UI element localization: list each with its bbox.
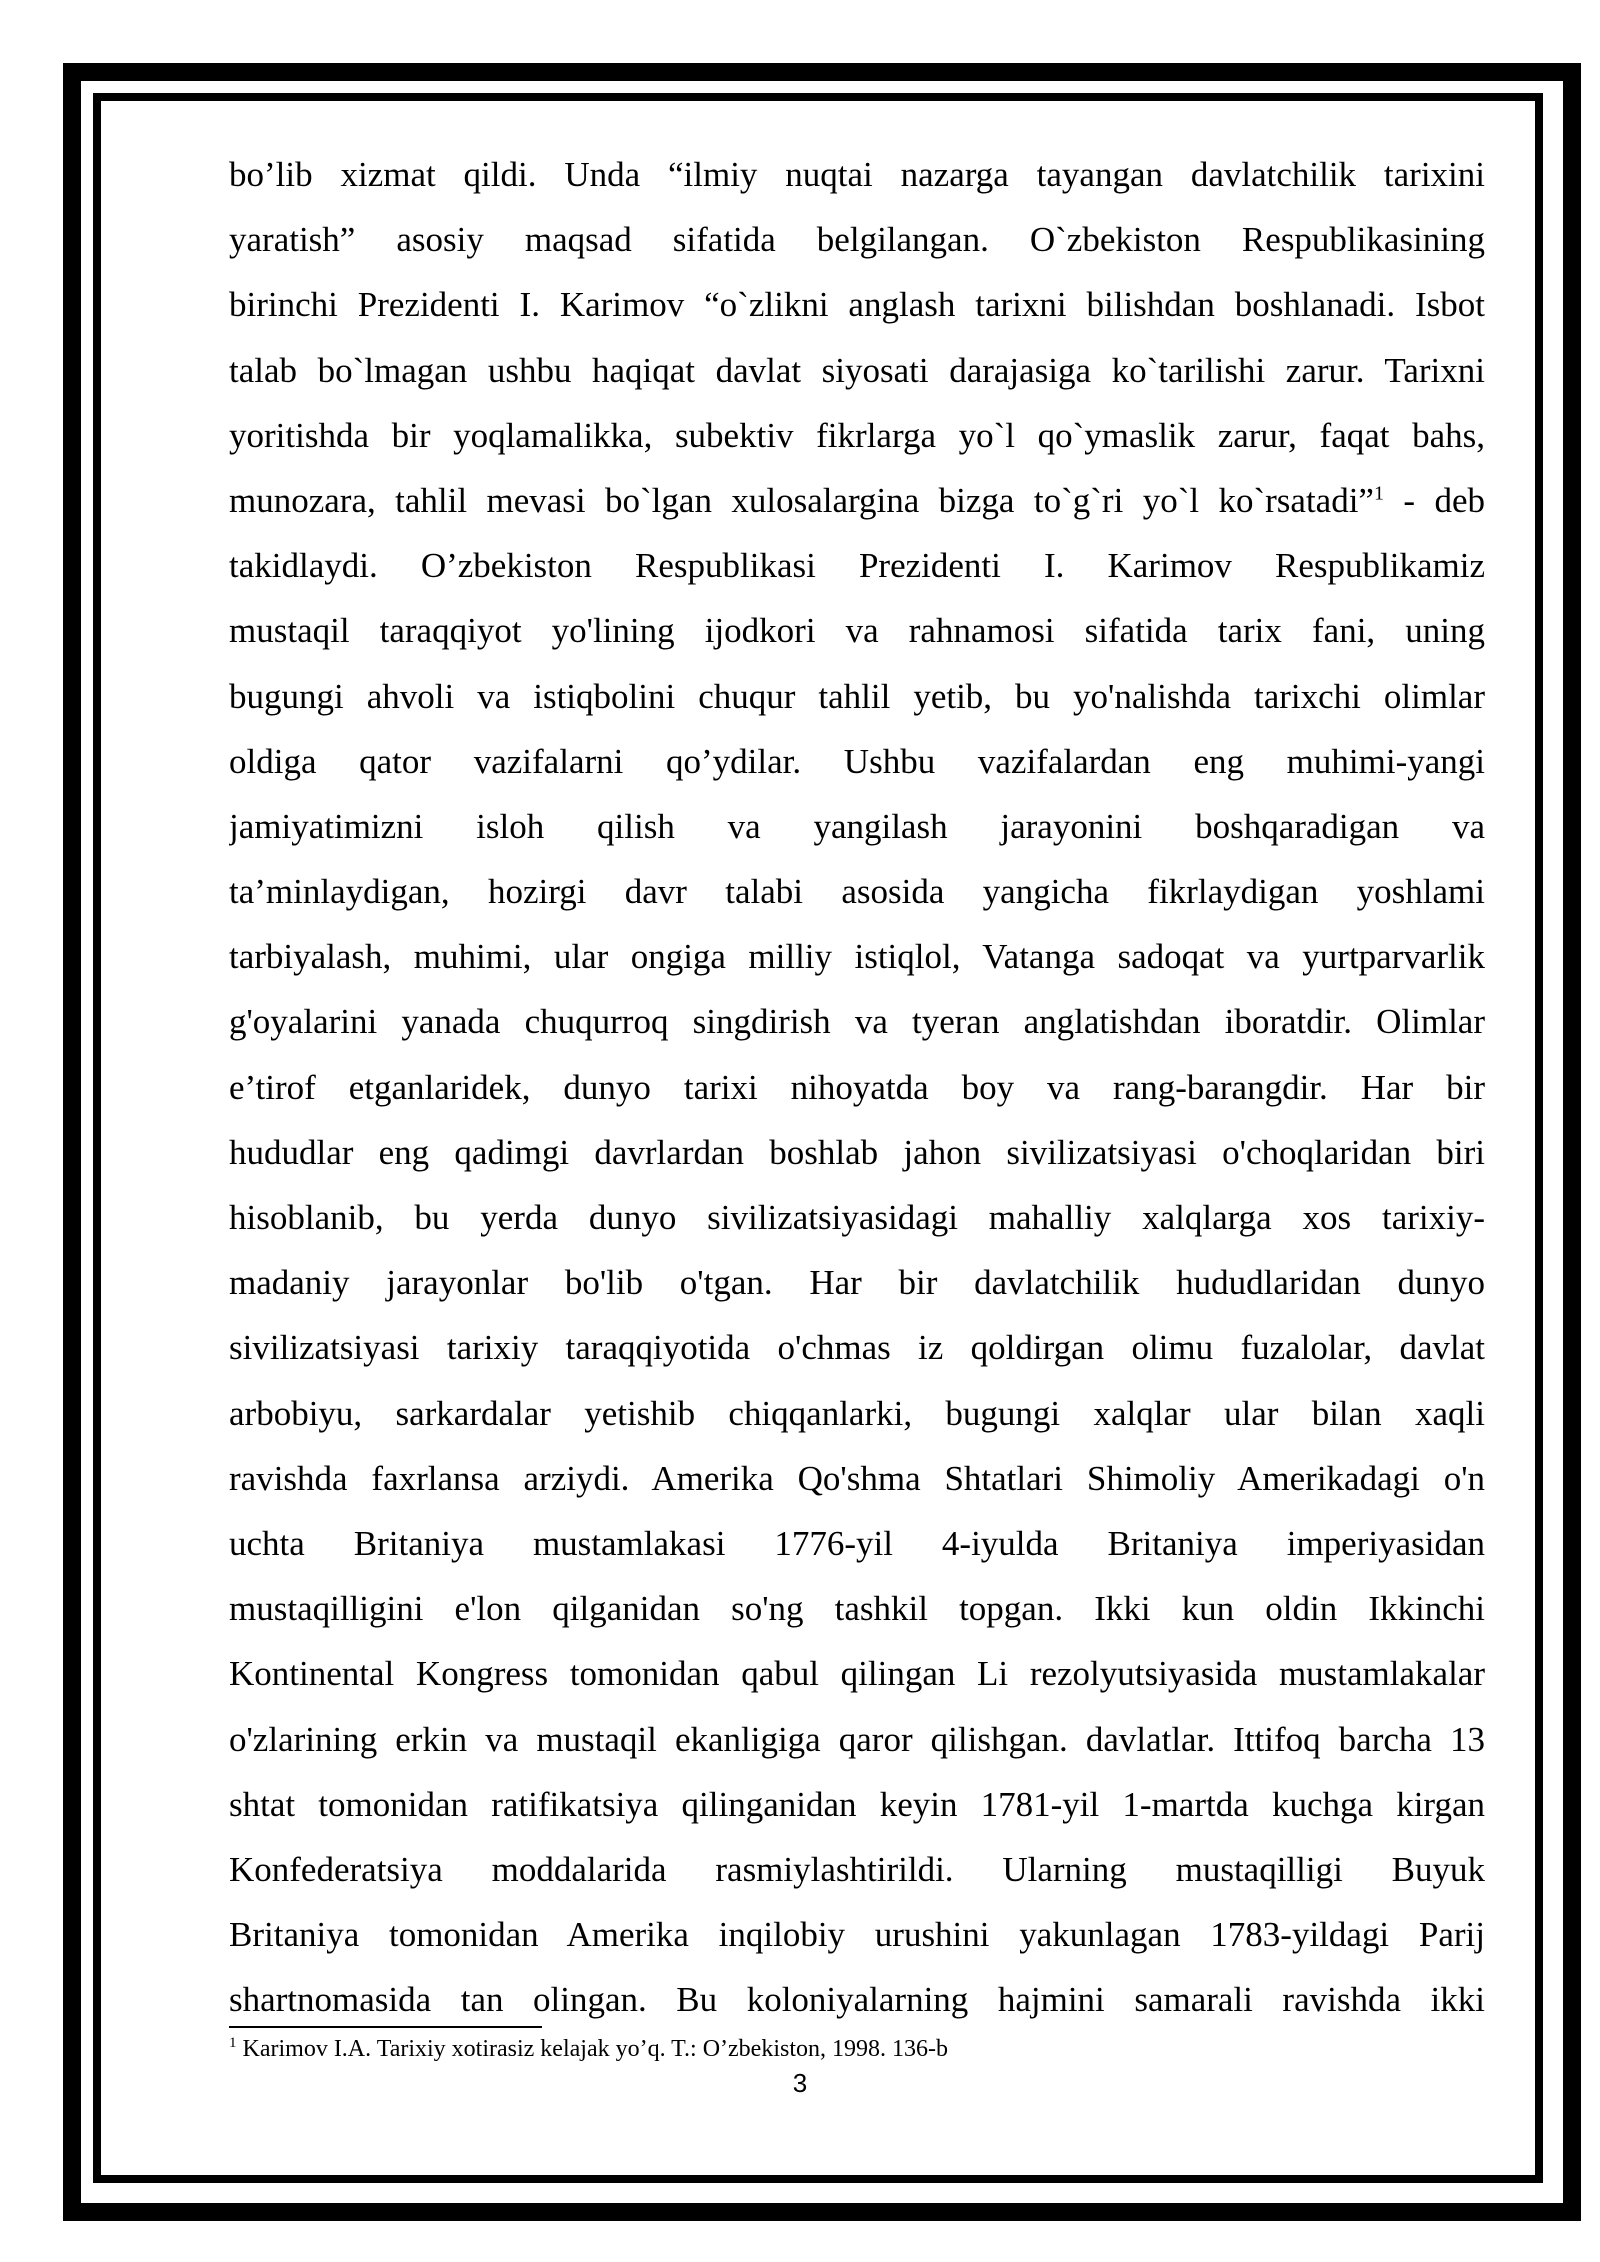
footnote-separator bbox=[229, 2026, 542, 2028]
page-number: 3 bbox=[792, 2068, 808, 2098]
body-line: shtat tomonidan ratifikatsiya qilinganidan keyin 1781-yil 1-martda kuchga kirgan bbox=[229, 1784, 1485, 1824]
body-line: e’tirof etganlaridek, dunyo tarixi nihoyatda boy va rang-barangdir. Har bir bbox=[229, 1067, 1485, 1107]
body-line: jamiyatimizni isloh qilish va yangilash jarayonini boshqaradigan va bbox=[229, 806, 1485, 846]
body-line: o'zlarining erkin va mustaqil ekanligiga qaror qilishgan. davlatlar. Ittifoq barcha 13 bbox=[229, 1719, 1485, 1759]
body-line: madaniy jarayonlar bo'lib o'tgan. Har bir davlatchilik hududlaridan dunyo bbox=[229, 1263, 1485, 1303]
body-line: uchta Britaniya mustamlakasi 1776-yil 4-iyulda Britaniya imperiyasidan bbox=[229, 1523, 1485, 1563]
footnote bbox=[229, 2034, 1485, 2064]
body-line: ravishda faxrlansa arziydi. Amerika Qo'shma Shtatlari Shimoliy Amerikadagi o'n bbox=[229, 1458, 1485, 1498]
body-line: sivilizatsiyasi tarixiy taraqqiyotida o'chmas iz qoldirgan olimu fuzalolar, davlat bbox=[229, 1328, 1485, 1368]
body-line: arbobiyu, sarkardalar yetishib chiqqanlarki, bugungi xalqlar ular bilan xaqli bbox=[229, 1393, 1485, 1433]
body-line: yaratish” asosiy maqsad sifatida belgilangan. O`zbekiston Respublikasining bbox=[229, 220, 1485, 260]
body-text bbox=[229, 142, 1485, 2032]
footnote-text: Karimov I.A. Tarixiy xotirasiz kelajak yo’q. T.: O’zbekiston, 1998. 136-b bbox=[236, 2036, 949, 2062]
body-line: bo’lib xizmat qildi. Unda “ilmiy nuqtai nazarga tayangan davlatchilik tarixini bbox=[229, 155, 1485, 194]
body-line: talab bo`lmagan ushbu haqiqat davlat siyosati darajasiga ko`tarilishi zarur. Tarixni bbox=[229, 350, 1485, 390]
body-line: g'oyalarini yanada chuqurroq singdirish va tyeran anglatishdan iboratdir. Olimlar bbox=[229, 1002, 1485, 1042]
body-line: birinchi Prezidenti I. Karimov “o`zlikni anglash tarixni bilishdan boshlanadi. Isbot bbox=[229, 285, 1485, 325]
body-line: hududlar eng qadimgi davrlardan boshlab jahon sivilizatsiyasi o'choqlaridan biri bbox=[229, 1132, 1485, 1172]
body-line: mustaqilligini e'lon qilganidan so'ng tashkil topgan. Ikki kun oldin Ikkinchi bbox=[229, 1589, 1485, 1629]
body-line-tail: - deb bbox=[1383, 480, 1485, 520]
body-line: Kontinental Kongress tomonidan qabul qilingan Li rezolyutsiyasida mustamlakalar bbox=[229, 1654, 1485, 1694]
body-line: bugungi ahvoli va istiqbolini chuqur tahlil yetib, bu yo'nalishda tarixchi olimlar bbox=[229, 676, 1485, 716]
body-line-text: munozara, tahlil mevasi bo`lgan xulosalargina bizga to`g`ri yo`l ko`rsatadi” bbox=[229, 480, 1374, 520]
body-line: hisoblanib, bu yerda dunyo sivilizatsiyasidagi mahalliy xalqlarga xos tarixiy- bbox=[229, 1198, 1485, 1237]
body-line: tarbiyalash, muhimi, ular ongiga milliy istiqlol, Vatanga sadoqat va yurtparvarlik bbox=[229, 937, 1485, 977]
footnote-mark: 1 bbox=[229, 2035, 237, 2051]
body-line: takidlaydi. O’zbekiston Respublikasi Prezidenti I. Karimov Respublikamiz bbox=[229, 546, 1485, 586]
body-line: Britaniya tomonidan Amerika inqilobiy urushini yakunlagan 1783-yildagi Parij bbox=[229, 1915, 1485, 1955]
body-line: Konfederatsiya moddalarida rasmiylashtirildi. Ularning mustaqilligi Buyuk bbox=[229, 1849, 1485, 1889]
body-line: shartnomasida tan olingan. Bu koloniyalarning hajmini samarali ravishda ikki bbox=[229, 1980, 1485, 2020]
footnote-reference[interactable]: 1 bbox=[1373, 482, 1384, 505]
body-line: mustaqil taraqqiyot yo'lining ijodkori va rahnamosi sifatida tarix fani, uning bbox=[229, 611, 1485, 651]
body-line: yoritishda bir yoqlamalikka, subektiv fikrlarga yo`l qo`ymaslik zarur, faqat bahs, bbox=[229, 415, 1485, 455]
body-line-with-footnote bbox=[229, 468, 1485, 533]
body-line: ta’minlaydigan, hozirgi davr talabi asosida yangicha fikrlaydigan yoshlami bbox=[229, 872, 1485, 912]
body-line: oldiga qator vazifalarni qo’ydilar. Ushbu vazifalardan eng muhimi-yangi bbox=[229, 741, 1485, 781]
